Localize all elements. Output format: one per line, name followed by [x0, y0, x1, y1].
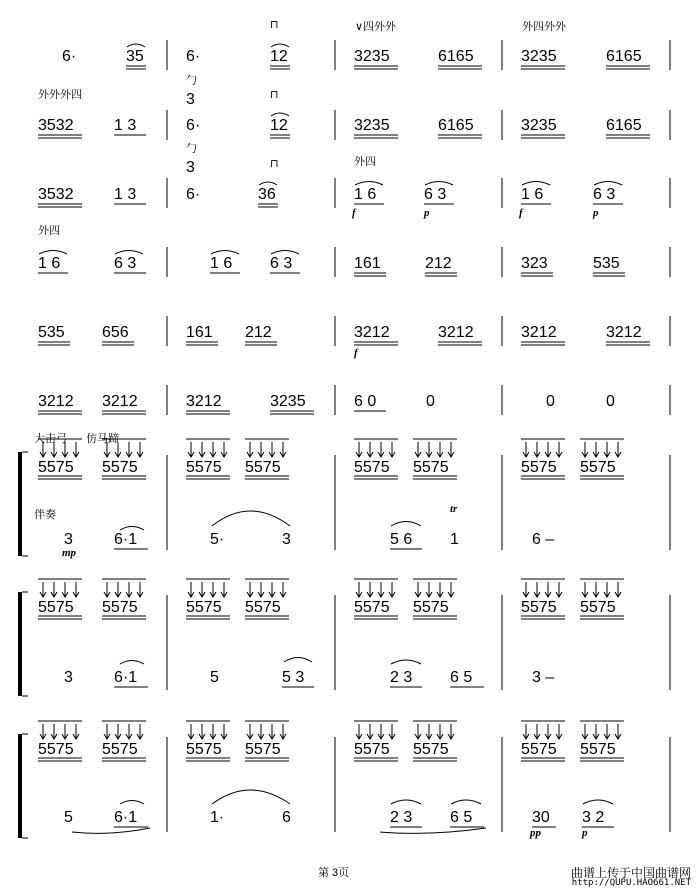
svg-text:1 6: 1 6 — [521, 186, 544, 203]
svg-text:3212: 3212 — [186, 393, 222, 410]
svg-text:3: 3 — [282, 531, 291, 548]
rhythm-group: 5575 — [580, 741, 616, 758]
note: 35 — [126, 48, 144, 65]
note: 6165 — [606, 48, 642, 65]
svg-text:p: p — [593, 207, 599, 219]
svg-text:勹: 勹 — [186, 142, 197, 155]
svg-text:656: 656 — [102, 324, 129, 341]
svg-text:6·1: 6·1 — [114, 531, 138, 548]
svg-text:3235: 3235 — [354, 117, 390, 134]
rhythm-group: 5575 — [38, 741, 74, 758]
svg-text:⊓: ⊓ — [270, 88, 279, 101]
accompaniment-system-3 — [18, 721, 670, 839]
rhythm-group: 5575 — [102, 459, 138, 476]
rhythm-group: 5575 — [186, 741, 222, 758]
svg-text:6·1: 6·1 — [114, 809, 138, 826]
rhythm-group: 5575 — [521, 459, 557, 476]
svg-text:f: f — [352, 207, 356, 219]
svg-text:6 3: 6 3 — [114, 255, 137, 272]
svg-text:6 5: 6 5 — [450, 669, 473, 686]
svg-text:6 3: 6 3 — [593, 186, 616, 203]
svg-text:3212: 3212 — [521, 324, 557, 341]
rhythm-group: 5575 — [186, 459, 222, 476]
svg-text:161: 161 — [186, 324, 213, 341]
svg-text:2 3: 2 3 — [390, 809, 413, 826]
svg-text:伴奏: 伴奏 — [34, 508, 56, 521]
svg-text:6 3: 6 3 — [270, 255, 293, 272]
rhythm-group: 5575 — [38, 599, 74, 616]
svg-text:1 6: 1 6 — [38, 255, 61, 272]
score-row-3 — [38, 141, 670, 219]
rhythm-group: 5575 — [38, 459, 74, 476]
score-row-2 — [38, 73, 670, 140]
svg-text:6 0: 6 0 — [354, 393, 377, 410]
svg-text:3: 3 — [186, 91, 195, 108]
fingering-mark: 外四外外 — [522, 20, 566, 33]
svg-text:2 3: 2 3 — [390, 669, 413, 686]
svg-text:1 3: 1 3 — [114, 186, 137, 203]
svg-text:6·: 6· — [186, 186, 201, 203]
svg-text:3212: 3212 — [354, 324, 390, 341]
svg-text:3212: 3212 — [606, 324, 642, 341]
svg-text:f: f — [354, 347, 358, 359]
svg-text:仿马蹄: 仿马蹄 — [86, 432, 119, 445]
svg-text:3: 3 — [186, 159, 195, 176]
svg-text:pp: pp — [530, 827, 541, 839]
svg-text:212: 212 — [245, 324, 272, 341]
rhythm-group: 5575 — [354, 599, 390, 616]
svg-text:5: 5 — [64, 809, 73, 826]
svg-text:3235: 3235 — [270, 393, 306, 410]
watermark-url: http://QUPU.HAO661.NET — [571, 878, 691, 888]
rhythm-group: 5575 — [580, 599, 616, 616]
svg-text:0: 0 — [546, 393, 555, 410]
accompaniment-system-2 — [18, 579, 670, 696]
svg-text:1: 1 — [450, 531, 459, 548]
svg-text:6·1: 6·1 — [114, 669, 138, 686]
svg-text:3 2: 3 2 — [582, 809, 605, 826]
svg-text:323: 323 — [521, 255, 548, 272]
note: 6· — [62, 48, 77, 65]
score-row-4 — [38, 223, 670, 277]
rhythm-group: 5575 — [413, 459, 449, 476]
rhythm-group: 5575 — [413, 741, 449, 758]
rhythm-group: 5575 — [245, 599, 281, 616]
rhythm-group: 5575 — [245, 459, 281, 476]
fingering-mark: ∨四外外 — [355, 20, 397, 33]
score-row-1 — [62, 18, 670, 70]
svg-text:0: 0 — [426, 393, 435, 410]
svg-text:6 5: 6 5 — [450, 809, 473, 826]
svg-text:36: 36 — [258, 186, 276, 203]
rhythm-group: 5575 — [186, 599, 222, 616]
note: 6· — [186, 48, 201, 65]
svg-text:535: 535 — [38, 324, 65, 341]
svg-text:外四: 外四 — [38, 224, 60, 237]
rhythm-group: 5575 — [245, 741, 281, 758]
svg-text:3: 3 — [64, 669, 73, 686]
svg-text:0: 0 — [606, 393, 615, 410]
note: 3235 — [521, 48, 557, 65]
svg-text:12: 12 — [270, 117, 288, 134]
svg-text:6 3: 6 3 — [424, 186, 447, 203]
svg-text:⊓: ⊓ — [270, 157, 279, 170]
svg-text:3 –: 3 – — [532, 669, 555, 686]
svg-text:1 6: 1 6 — [210, 255, 233, 272]
svg-text:6·: 6· — [186, 117, 201, 134]
svg-text:3212: 3212 — [38, 393, 74, 410]
svg-text:勹: 勹 — [186, 74, 197, 87]
rhythm-group: 5575 — [102, 741, 138, 758]
svg-text:5·: 5· — [210, 531, 225, 548]
rhythm-group: 5575 — [354, 459, 390, 476]
score-row-5 — [38, 316, 670, 359]
svg-text:mp: mp — [62, 547, 77, 559]
svg-text:1 6: 1 6 — [354, 186, 377, 203]
rhythm-group: 5575 — [354, 741, 390, 758]
svg-text:f: f — [519, 207, 523, 219]
svg-text:p: p — [424, 207, 430, 219]
svg-text:6: 6 — [282, 809, 291, 826]
svg-text:161: 161 — [354, 255, 381, 272]
score-row-6 — [38, 385, 670, 415]
svg-text:3235: 3235 — [521, 117, 557, 134]
rhythm-group: 5575 — [413, 599, 449, 616]
svg-text:3532: 3532 — [38, 186, 74, 203]
rhythm-group: 5575 — [580, 459, 616, 476]
svg-text:外四: 外四 — [354, 155, 376, 168]
svg-text:6165: 6165 — [606, 117, 642, 134]
svg-text:3532: 3532 — [38, 117, 74, 134]
accompaniment-system-1 — [18, 431, 670, 559]
svg-text:3: 3 — [64, 531, 73, 548]
fingering-mark: 外外外四 — [38, 88, 82, 101]
rhythm-group: 5575 — [521, 741, 557, 758]
note: 3235 — [354, 48, 390, 65]
page-number: 第 3页 — [318, 867, 350, 879]
watermark-site: 曲谱上传于中国曲谱网 — [570, 866, 691, 880]
svg-text:6 –: 6 – — [532, 531, 555, 548]
svg-text:6165: 6165 — [438, 117, 474, 134]
svg-text:tr: tr — [450, 503, 458, 515]
svg-text:5 3: 5 3 — [282, 669, 305, 686]
note: 12 — [270, 48, 288, 65]
bow-mark: ⊓ — [270, 18, 279, 31]
svg-text:3212: 3212 — [438, 324, 474, 341]
svg-text:212: 212 — [425, 255, 452, 272]
svg-text:p: p — [582, 827, 588, 839]
svg-text:1·: 1· — [210, 809, 225, 826]
svg-text:5: 5 — [210, 669, 219, 686]
svg-text:5 6: 5 6 — [390, 531, 413, 548]
rhythm-group: 5575 — [521, 599, 557, 616]
svg-text:1 3: 1 3 — [114, 117, 137, 134]
svg-text:3212: 3212 — [102, 393, 138, 410]
svg-text:大击弓: 大击弓 — [34, 432, 67, 445]
svg-text:30: 30 — [532, 809, 550, 826]
note: 6165 — [438, 48, 474, 65]
rhythm-group: 5575 — [102, 599, 138, 616]
svg-text:535: 535 — [593, 255, 620, 272]
